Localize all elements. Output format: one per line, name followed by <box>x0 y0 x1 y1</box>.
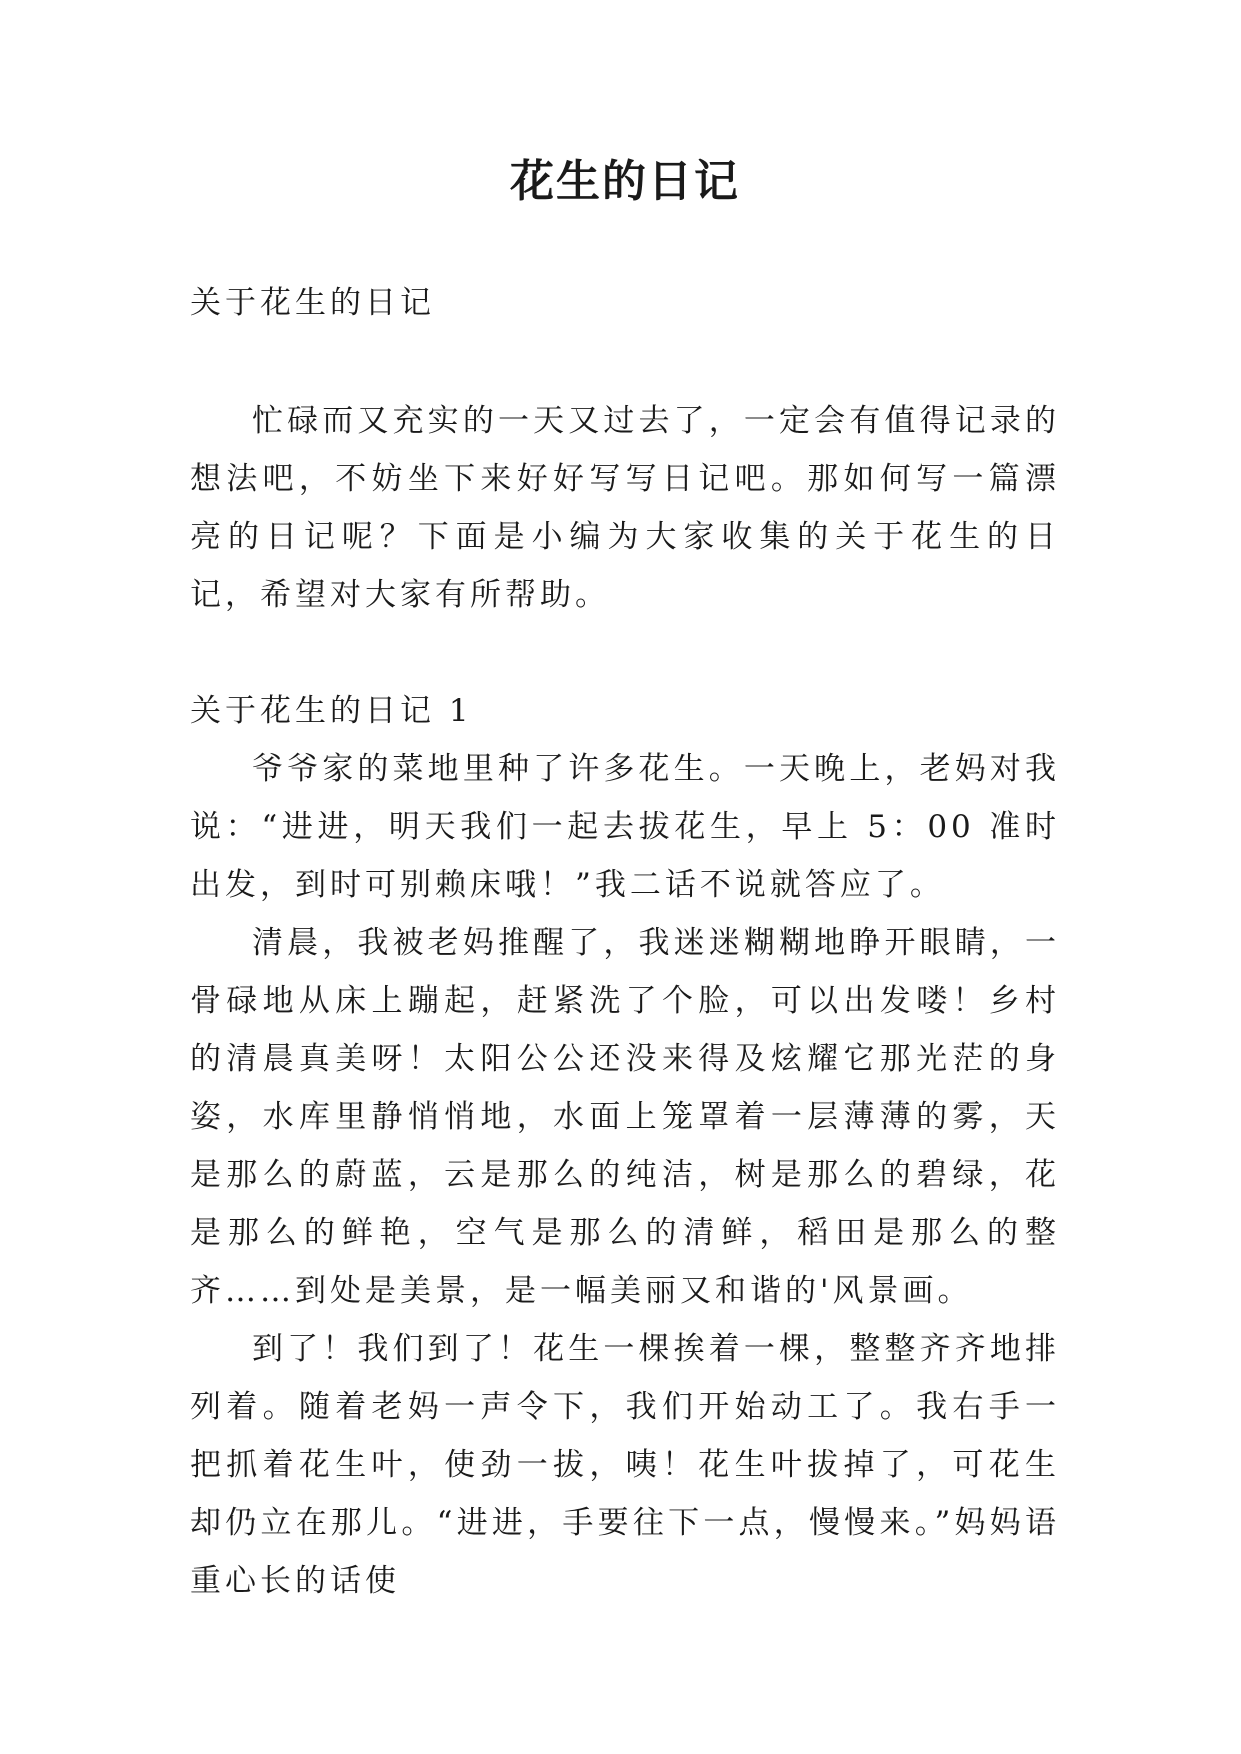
document-subtitle: 关于花生的日记 <box>190 285 435 321</box>
body-paragraph-2: 清晨，我被老妈推醒了，我迷迷糊糊地睁开眼睛，一骨碌地从床上蹦起，赶紧洗了个脸，可以出发喽！乡村的清晨真美呀！太阳公公还没来得及炫耀它那光茫的身姿，水库里静悄悄地，水面上笼罩着一层薄薄的雾，天是那么的蔚蓝，云是那么的纯洁，树是那么的碧绿，花是那么的鲜艳，空气是那么的清鲜，稻田是那么的整齐……到处是美景，是一幅美丽又和谐的'风景画。 <box>190 925 1060 1309</box>
section-heading: 关于花生的日记 1 <box>190 693 473 729</box>
intro-paragraph: 忙碌而又充实的一天又过去了，一定会有值得记录的想法吧，不妨坐下来好好写写日记吧。那如何写一篇漂亮的日记呢？下面是小编为大家收集的关于花生的日记，希望对大家有所帮助。 <box>190 403 1060 613</box>
document-title: 花生的日记 <box>510 156 740 207</box>
document-content <box>190 150 1060 1610</box>
body-paragraph-1: 爷爷家的菜地里种了许多花生。一天晚上，老妈对我说：“进进，明天我们一起去拔花生，早上 5：00 准时出发，到时可别赖床哦！”我二话不说就答应了。 <box>190 751 1060 903</box>
body-paragraph-3: 到了！我们到了！花生一棵挨着一棵，整整齐齐地排列着。随着老妈一声令下，我们开始动工了。我右手一把抓着花生叶，使劲一拔，咦！花生叶拔掉了，可花生却仍立在那儿。“进进，手要往下一点，慢慢来。”妈妈语重心长的话使 <box>190 1331 1060 1599</box>
